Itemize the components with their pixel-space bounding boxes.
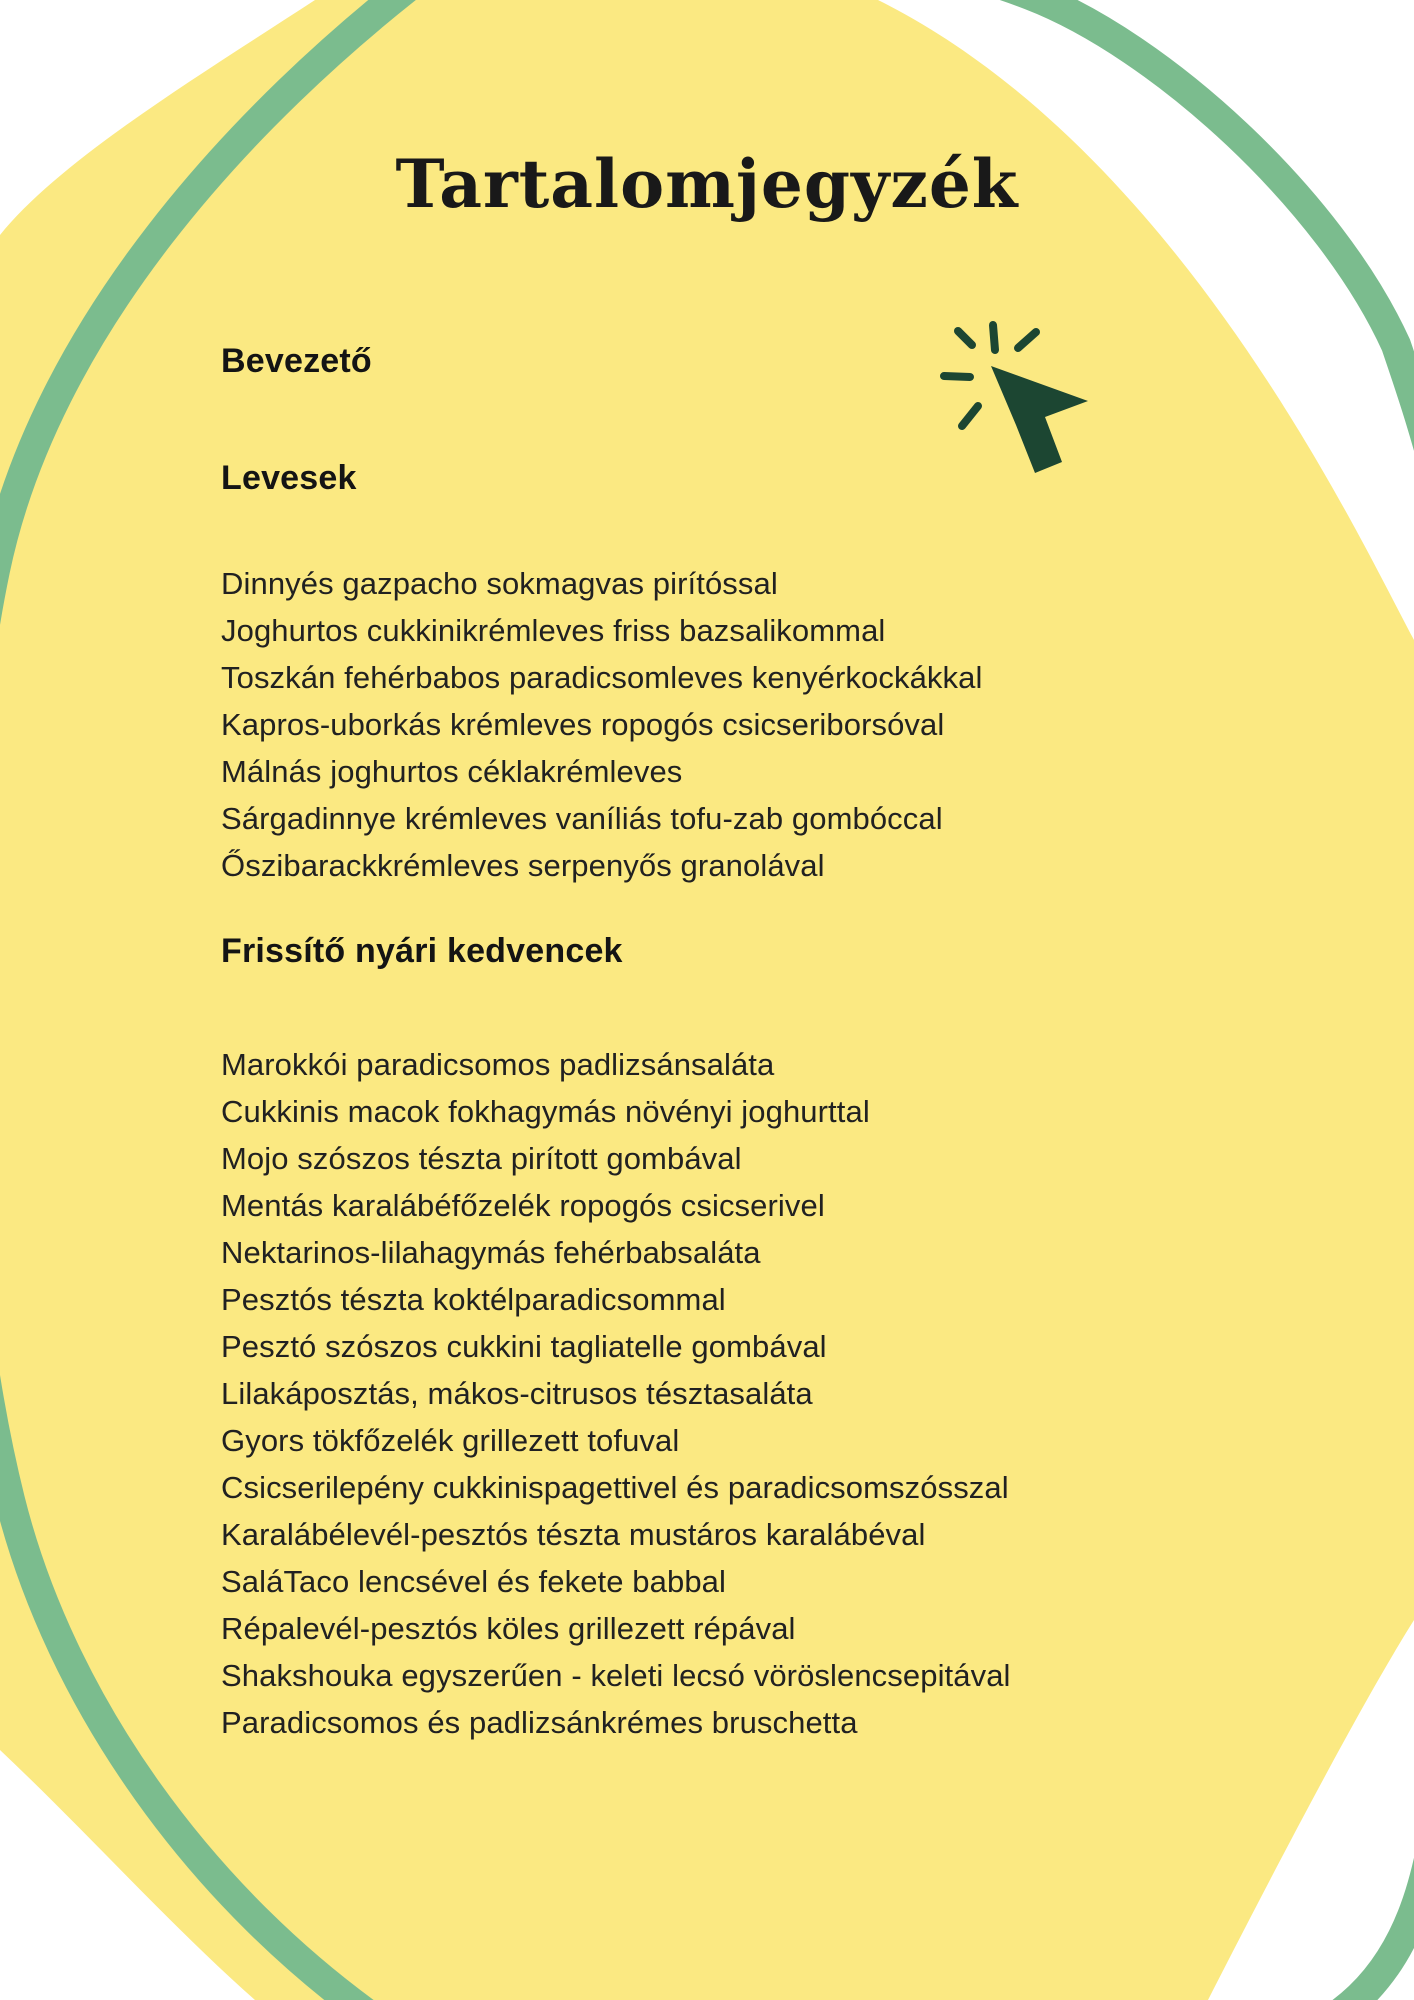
toc-item: Lilakáposztás, mákos-citrusos tésztasaláta [221,1376,813,1411]
page-title: Tartalomjegyzék [395,145,1019,223]
toc-item: Málnás joghurtos céklakrémleves [221,754,683,789]
toc-item: Répalevél-pesztós köles grillezett répával [221,1611,796,1646]
toc-item: Dinnyés gazpacho sokmagvas pirítóssal [221,566,778,601]
toc-item: SaláTaco lencsével és fekete babbal [221,1564,726,1599]
section-items-frissito-nyari-kedvencek [221,1041,1351,1746]
toc-item: Gyors tökfőzelék grillezett tofuval [221,1423,680,1458]
toc-item: Paradicsomos és padlizsánkrémes bruschetta [221,1705,858,1740]
section-heading-levesek: Levesek [221,459,357,497]
toc-content [221,341,1351,1746]
section-levesek [221,458,1351,889]
section-items-levesek [221,560,1351,889]
toc-item: Csicserilepény cukkinispagettivel és paradicsomszósszal [221,1470,1009,1505]
toc-item: Nektarinos-lilahagymás fehérbabsaláta [221,1235,761,1270]
section-heading-bevezeto: Bevezető [221,342,372,380]
toc-item: Pesztós tészta koktélparadicsommal [221,1282,726,1317]
toc-item: Mojo szószos tészta pirított gombával [221,1141,742,1176]
section-heading-frissito-nyari-kedvencek: Frissítő nyári kedvencek [221,932,623,970]
toc-item: Őszibarackkrémleves serpenyős granolával [221,848,825,883]
section-frissito-nyari-kedvencek [221,931,1351,1746]
toc-item: Toszkán fehérbabos paradicsomleves kenyérkockákkal [221,660,983,695]
toc-item: Joghurtos cukkinikrémleves friss bazsalikommal [221,613,886,648]
section-bevezeto [221,341,1351,381]
toc-item: Kapros-uborkás krémleves ropogós csicseriborsóval [221,707,945,742]
toc-item: Mentás karalábéfőzelék ropogós csicserivel [221,1188,825,1223]
toc-item: Shakshouka egyszerűen - keleti lecsó vöröslencsepitával [221,1658,1011,1693]
toc-item: Sárgadinnye krémleves vaníliás tofu-zab gombóccal [221,801,943,836]
toc-item: Pesztó szószos cukkini tagliatelle gombával [221,1329,827,1364]
toc-item: Cukkinis macok fokhagymás növényi joghurttal [221,1094,870,1129]
toc-item: Karalábélevél-pesztós tészta mustáros karalábéval [221,1517,926,1552]
toc-item: Marokkói paradicsomos padlizsánsaláta [221,1047,775,1082]
